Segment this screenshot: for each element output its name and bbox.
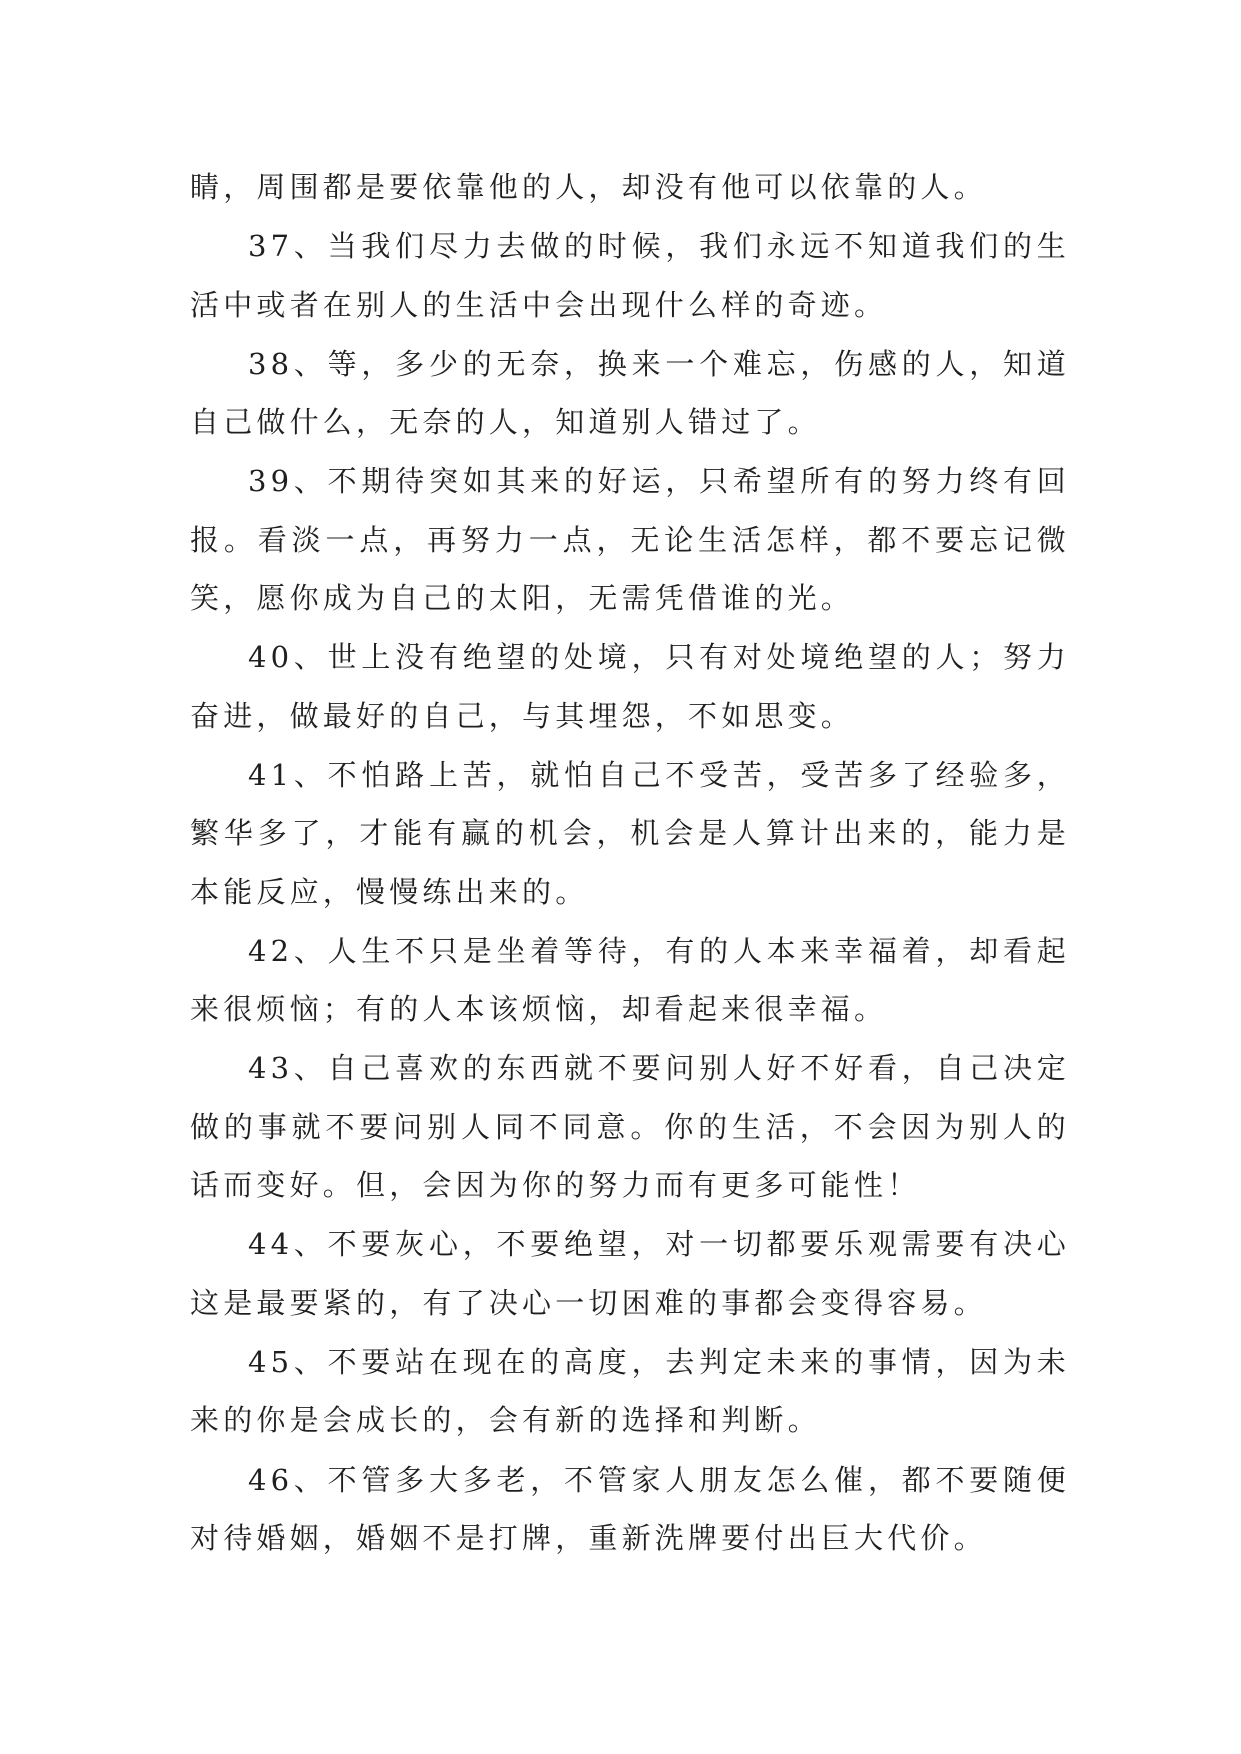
- paragraph-45: 45、不要站在现在的高度，去判定未来的事情，因为未来的你是会成长的，会有新的选择和判断。: [190, 1344, 1070, 1438]
- paragraph-46: 46、不管多大多老，不管家人朋友怎么催，都不要随便对待婚姻，婚姻不是打牌，重新洗牌要付出巨大代价。: [190, 1462, 1070, 1555]
- paragraph-41: 41、不怕路上苦，就怕自己不受苦，受苦多了经验多，繁华多了，才能有赢的机会，机会是人算计出来的，能力是本能反应，慢慢练出来的。: [190, 757, 1070, 909]
- paragraph-continuation: 睛，周围都是要依靠他的人，却没有他可以依靠的人。: [190, 170, 987, 204]
- paragraph-39: 39、不期待突如其来的好运，只希望所有的努力终有回报。看淡一点，再努力一点，无论生活怎样，都不要忘记微笑，愿你成为自己的太阳，无需凭借谁的光。: [190, 464, 1070, 616]
- paragraph-44: 44、不要灰心，不要绝望，对一切都要乐观需要有决心这是最要紧的，有了决心一切困难的事都会变得容易。: [190, 1227, 1070, 1320]
- paragraph-38: 38、等，多少的无奈，换来一个难忘，伤感的人，知道自己做什么，无奈的人，知道别人错过了。: [190, 346, 1070, 440]
- document-body: [190, 158, 1070, 1568]
- paragraph-37: 37、当我们尽力去做的时候，我们永远不知道我们的生活中或者在别人的生活中会出现什么样的奇迹。: [190, 229, 1070, 322]
- paragraph-40: 40、世上没有绝望的处境，只有对处境绝望的人；努力奋进，做最好的自己，与其埋怨，不如思变。: [190, 640, 1070, 733]
- paragraph-43: 43、自己喜欢的东西就不要问别人好不好看，自己决定做的事就不要问别人同不同意。你的生活，不会因为别人的话而变好。但，会因为你的努力而有更多可能性！: [190, 1051, 1070, 1203]
- paragraph-42: 42、人生不只是坐着等待，有的人本来幸福着，却看起来很烦恼；有的人本该烦恼，却看起来很幸福。: [190, 933, 1070, 1027]
